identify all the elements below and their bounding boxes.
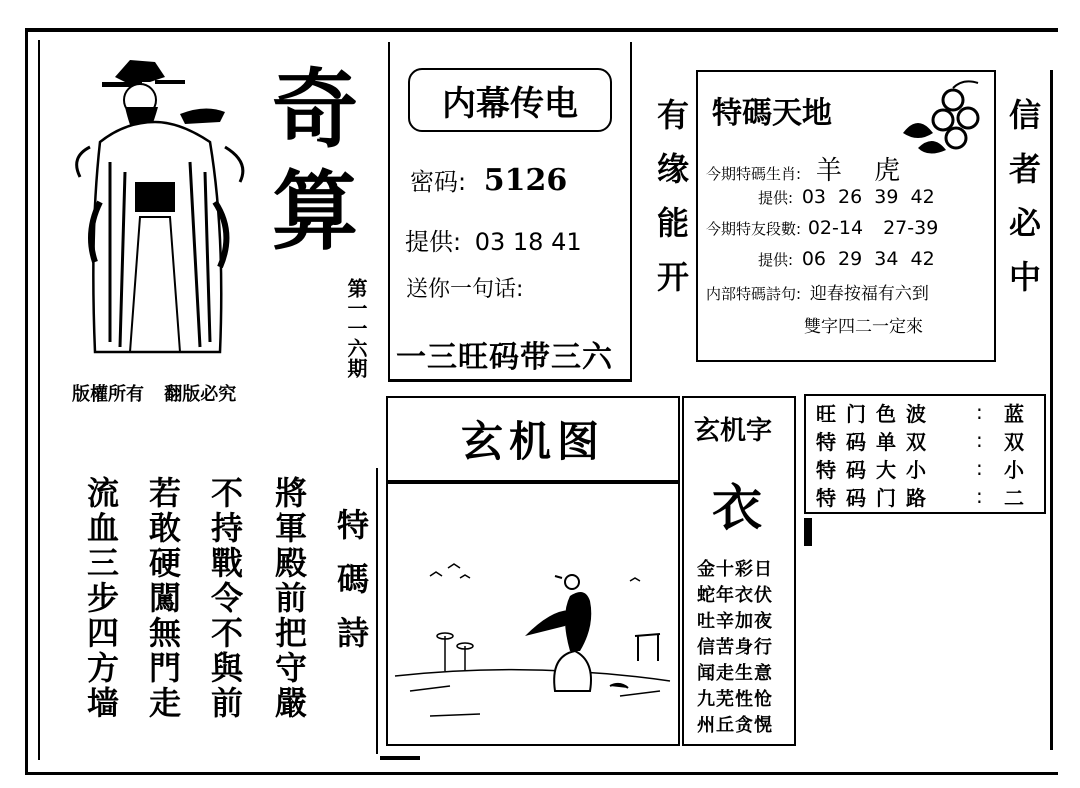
range-row — [706, 217, 938, 239]
right-edge-line — [1050, 70, 1053, 750]
attribute-label: 特码单双 — [816, 429, 936, 454]
world-provide1-value: 03 26 39 42 — [801, 186, 935, 208]
mystery-char-line: 吐辛加夜 — [697, 611, 773, 632]
attribute-colon: : — [976, 456, 983, 480]
sentence-value: 一三旺码带三六 — [396, 340, 613, 375]
attribute-label: 旺门色波 — [816, 401, 936, 426]
inside-label: 内幕传电 — [442, 83, 578, 124]
code-row — [410, 162, 567, 198]
attribute-label: 特码大小 — [816, 457, 936, 482]
grape-decoration-icon — [898, 78, 990, 160]
inside-provide-label: 提供: — [405, 228, 462, 256]
world-provide2-value: 06 29 34 42 — [801, 248, 935, 270]
inside-provide-value: 03 18 41 — [474, 228, 582, 256]
main-title-char-1: 奇 — [272, 59, 358, 160]
attribute-colon: : — [976, 484, 983, 508]
range-label: 今期特友段數: — [706, 220, 802, 238]
attribute-colon: : — [976, 400, 983, 424]
world-provide1-label: 提供: — [758, 189, 794, 207]
main-title-char-2: 算 — [272, 161, 358, 262]
mystery-char-line: 九芜性怆 — [697, 689, 773, 710]
attribute-row — [816, 482, 1040, 510]
mystery-chart-title: 玄机图 — [460, 417, 605, 466]
side-left-slogan: 有缘能开 — [652, 98, 690, 314]
side-right-slogan: 信者必中 — [1004, 98, 1042, 314]
mystery-chart-title-box — [386, 396, 680, 482]
world-title: 特碼天地 — [712, 96, 832, 131]
mystery-char-line: 金十彩日 — [697, 559, 773, 580]
world-provide1-row — [758, 186, 935, 208]
attribute-row — [816, 426, 1040, 454]
mystery-char-lines — [697, 557, 773, 739]
zodiac-label: 今期特碼生肖: — [706, 165, 802, 183]
code-value: 5126 — [483, 163, 568, 198]
attribute-value: 双 — [1004, 429, 1024, 454]
inner-frame-line — [38, 40, 40, 760]
poem-column-2: 不持戰令不與前 — [206, 476, 244, 721]
bottom-rule — [380, 756, 420, 760]
mystery-char-line: 蛇年衣伏 — [697, 585, 773, 606]
mystery-char-title: 玄机字 — [694, 416, 773, 446]
attribute-value: 蓝 — [1004, 401, 1024, 426]
inside-label-box — [408, 68, 612, 132]
poem-column-4: 流血三步四方墙 — [82, 476, 120, 721]
inside-provide-row — [405, 222, 582, 257]
poem-label-row — [706, 279, 929, 304]
world-poem-line-1: 迎春按福有六到 — [809, 284, 929, 304]
zodiac-value: 羊 虎 — [815, 156, 901, 186]
mystery-char-line: 州丘贪愰 — [697, 715, 773, 736]
mystery-char-line: 闻走生意 — [697, 663, 773, 684]
attribute-row — [816, 398, 1040, 426]
copyright-notice: 版權所有 翻版必究 — [72, 384, 237, 405]
world-poem-line-2: 雙字四二一定來 — [804, 317, 923, 337]
attribute-value: 二 — [1004, 485, 1024, 510]
world-provide2-label: 提供: — [758, 251, 794, 269]
attribute-row — [816, 454, 1040, 482]
world-poem-label: 内部特碼詩句: — [706, 285, 802, 303]
issue-number: 第一一六期 — [344, 278, 368, 378]
god-of-wealth-illustration — [70, 52, 260, 357]
divider-mark — [804, 518, 812, 546]
attribute-label: 特码门路 — [816, 485, 936, 510]
attribute-value: 小 — [1004, 457, 1024, 482]
code-label: 密码: — [410, 168, 467, 196]
attribute-colon: : — [976, 428, 983, 452]
zodiac-row — [706, 150, 900, 187]
poem-column-3: 若敢硬闖無門走 — [144, 476, 182, 721]
poem-title: 特碼詩 — [332, 508, 370, 670]
mystery-chart-illustration — [390, 486, 676, 742]
attribute-list — [816, 398, 1040, 510]
range-value: 02-14 27-39 — [807, 217, 939, 239]
mystery-char-main: 衣 — [712, 478, 762, 537]
poem-column-1: 將軍殿前把守嚴 — [270, 476, 308, 721]
world-provide2-row — [758, 248, 935, 270]
mystery-char-line: 信苦身行 — [697, 637, 773, 658]
sentence-label: 送你一句话: — [406, 277, 524, 302]
